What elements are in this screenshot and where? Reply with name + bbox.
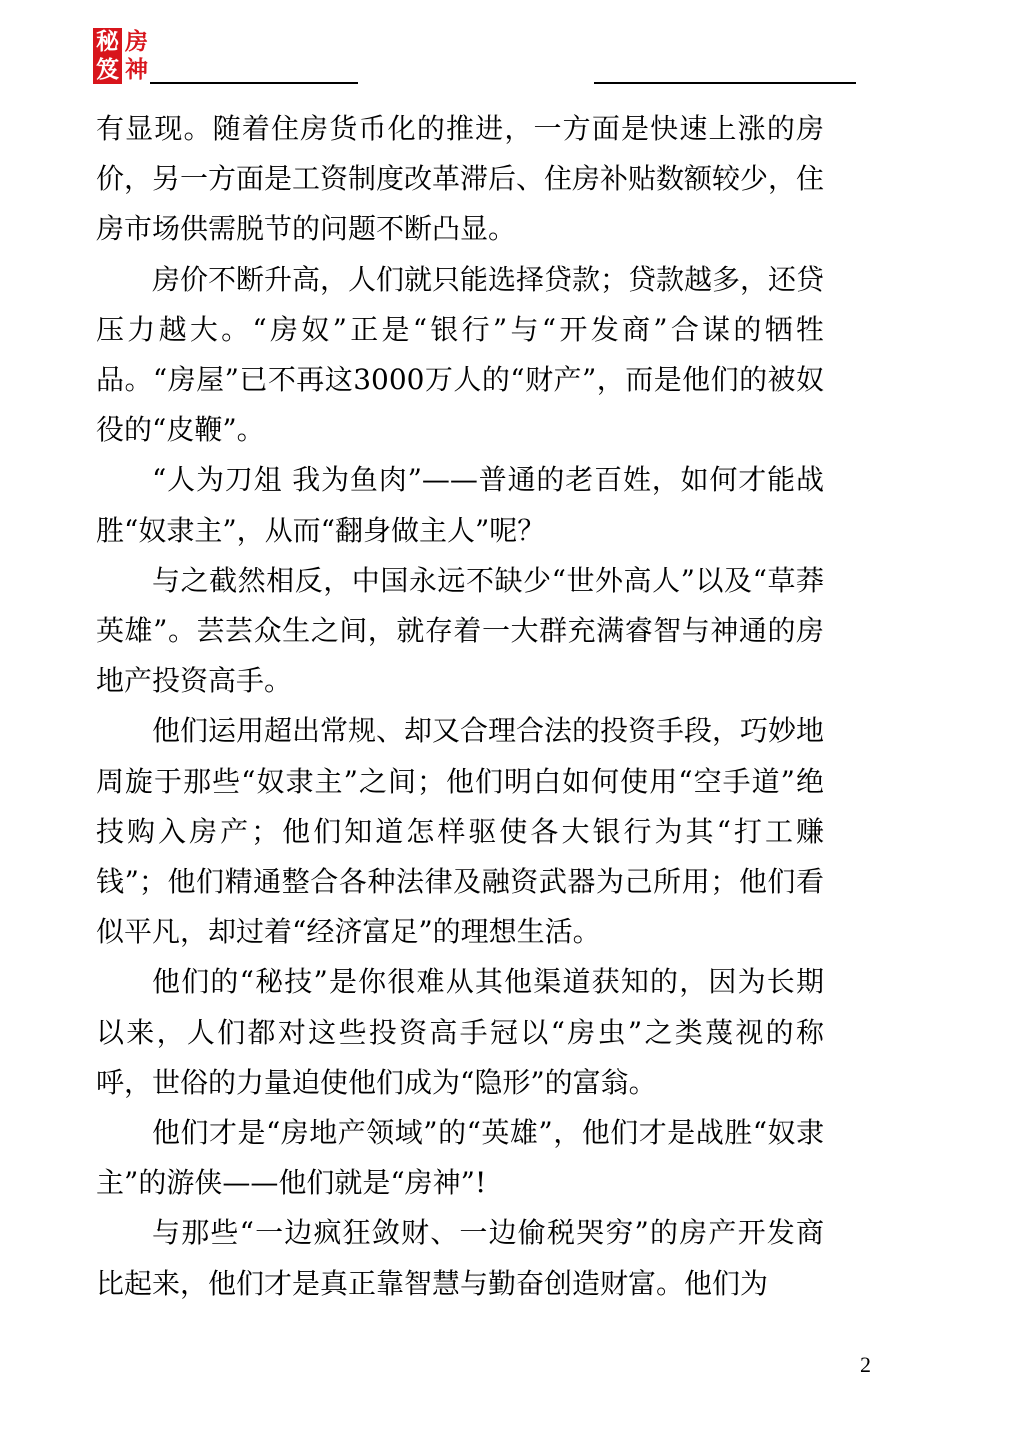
header-rule-right [594,82,856,84]
logo-char: 笈 [93,56,122,84]
logo [93,28,151,84]
paragraph: 他们才是“房地产领域”的“英雄”，他们才是战胜“奴隶主”的游侠——他们就是“房神”! [96,1116,824,1200]
logo-char: 神 [122,56,151,84]
paragraph: 房价不断升高，人们就只能选择贷款；贷款越多，还贷压力越大。“房奴”正是“银行”与“开发商”合谋的牺牲品。“房屋”已不再这3000万人的“财产”，而是他们的被奴役的“皮鞭”。 [96,262,825,447]
paragraph: 他们运用超出常规、却又合理合法的投资手段，巧妙地周旋于那些“奴隶主”之间；他们明白如何使用“空手道”绝技购入房产；他们知道怎样驱使各大银行为其“打工赚钱”；他们精通整合各种法律及融资武器为己所用；他们看似平凡，却过着“经济富足”的理想生活。 [96,714,825,949]
document-body [96,104,824,1309]
paragraph: 有显现。随着住房货币化的推进，一方面是快速上涨的房价，另一方面是工资制度改革滞后、住房补贴数额较少，住房市场供需脱节的问题不断凸显。 [96,112,825,246]
logo-char: 房 [122,28,151,56]
logo-char: 秘 [93,28,122,56]
paragraph: “人为刀俎 我为鱼肉”——普通的老百姓，如何才能战胜“奴隶主”，从而“翻身做主人”呢？ [96,463,824,547]
paragraph: 与之截然相反，中国永远不缺少“世外高人”以及“草莽英雄”。芸芸众生之间，就存着一大群充满睿智与神通的房地产投资高手。 [96,563,824,698]
paragraph: 与那些“一边疯狂敛财、一边偷税哭穷”的房产开发商比起来，他们才是真正靠智慧与勤奋创造财富。他们为 [96,1216,824,1300]
page-number: 2 [860,1352,871,1377]
header-rule-left [150,82,358,84]
paragraph: 他们的“秘技”是你很难从其他渠道获知的，因为长期以来，人们都对这些投资高手冠以“房虫”之类蔑视的称呼，世俗的力量迫使他们成为“隐形”的富翁。 [96,965,824,1099]
